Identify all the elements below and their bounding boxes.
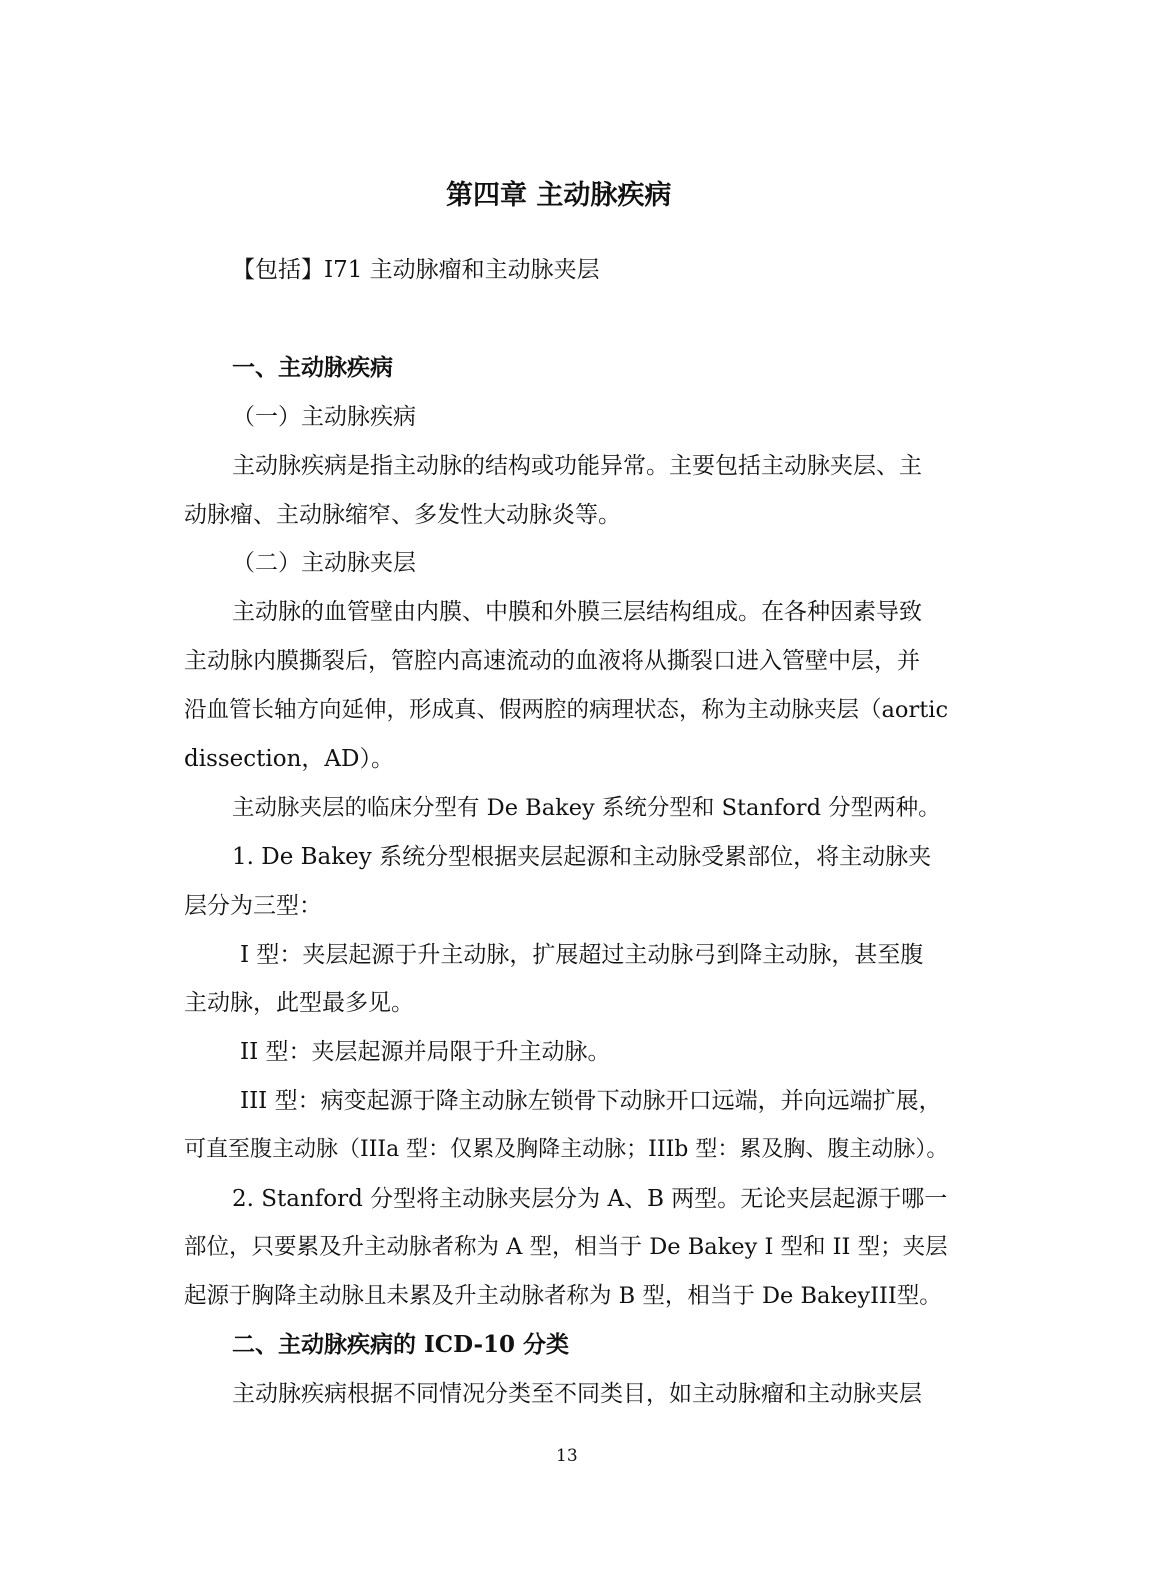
paragraph-line: I 型：夹层起源于升主动脉，扩展超过主动脉弓到降主动脉，甚至腹 <box>240 942 924 968</box>
section-heading-2: 二、主动脉疾病的 ICD-10 分类 <box>232 1331 570 1358</box>
paragraph-line: 1. De Bakey 系统分型根据夹层起源和主动脉受累部位，将主动脉夹 <box>232 844 932 870</box>
paragraph-line: 部位，只要累及升主动脉者称为 A 型，相当于 De Bakey I 型和 II 型；夹层 <box>184 1234 948 1260</box>
paragraph-line: 可直至腹主动脉（IIIa 型：仅累及胸降主动脉；IIIb 型：累及胸、腹主动脉）。 <box>184 1137 949 1162</box>
paragraph-line: 主动脉内膜撕裂后，管腔内高速流动的血液将从撕裂口进入管壁中层，并 <box>184 648 920 674</box>
paragraph-line: dissection，AD）。 <box>184 746 394 772</box>
paragraph-line: 起源于胸降主动脉且未累及升主动脉者称为 B 型，相当于 De BakeyIII型。 <box>184 1283 942 1309</box>
paragraph-line: 层分为三型： <box>184 893 322 919</box>
paragraph-line: 沿血管长轴方向延伸，形成真、假两腔的病理状态，称为主动脉夹层（aortic <box>184 697 949 723</box>
paragraph-line: 动脉瘤、主动脉缩窄、多发性大动脉炎等。 <box>184 502 621 528</box>
paragraph-line: 主动脉疾病根据不同情况分类至不同类目，如主动脉瘤和主动脉夹层 <box>232 1381 922 1407</box>
includes-line: 【包括】I71 主动脉瘤和主动脉夹层 <box>232 257 600 283</box>
paragraph-line: II 型：夹层起源并局限于升主动脉。 <box>240 1039 611 1065</box>
subsection-heading-2: （二）主动脉夹层 <box>232 550 416 576</box>
subsection-heading-1: （一）主动脉疾病 <box>232 404 416 430</box>
chapter-title: 第四章 主动脉疾病 <box>446 180 672 211</box>
paragraph-line: 2. Stanford 分型将主动脉夹层分为 A、B 两型。无论夹层起源于哪一 <box>232 1186 948 1212</box>
paragraph-line: 主动脉的血管壁由内膜、中膜和外膜三层结构组成。在各种因素导致 <box>232 599 922 625</box>
page-number: 13 <box>556 1446 578 1466</box>
paragraph-line: III 型：病变起源于降主动脉左锁骨下动脉开口远端，并向远端扩展， <box>240 1088 942 1114</box>
paragraph-line: 主动脉，此型最多见。 <box>184 990 414 1016</box>
paragraph-line: 主动脉夹层的临床分型有 De Bakey 系统分型和 Stanford 分型两种。 <box>232 795 941 821</box>
paragraph-line: 主动脉疾病是指主动脉的结构或功能异常。主要包括主动脉夹层、主 <box>232 453 922 479</box>
section-heading-1: 一、主动脉疾病 <box>232 354 393 381</box>
